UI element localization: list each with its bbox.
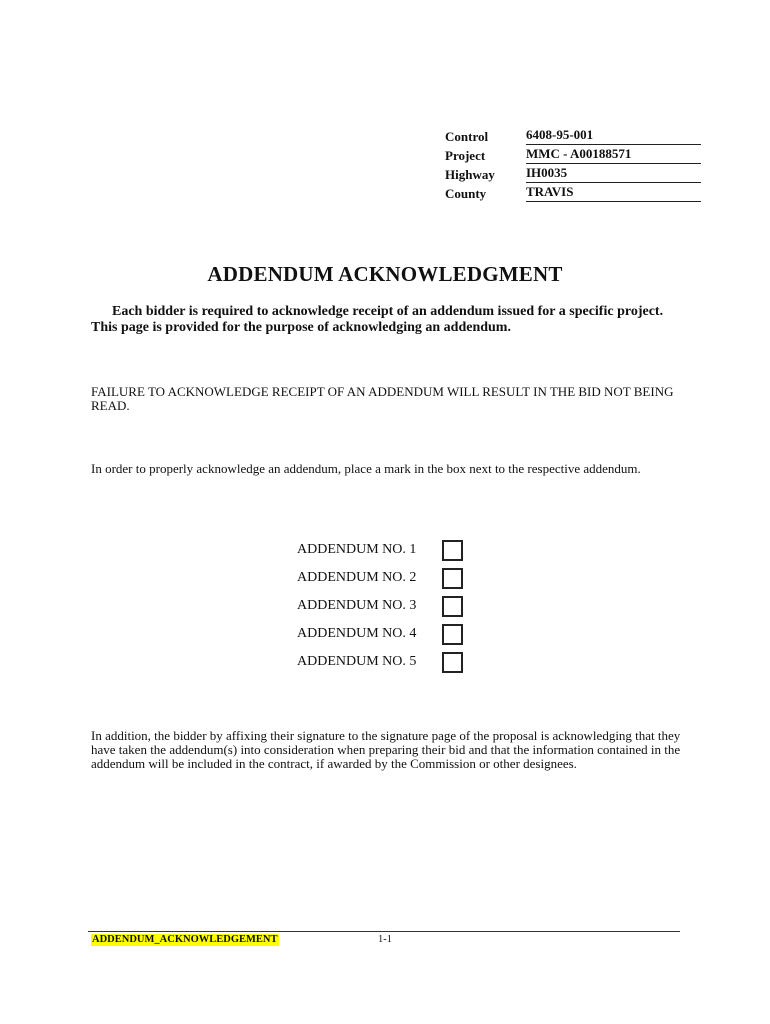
project-value: MMC - A00188571 bbox=[526, 145, 701, 164]
addendum-row-4 bbox=[297, 620, 463, 648]
highway-label: Highway bbox=[445, 167, 495, 182]
highway-value: IH0035 bbox=[526, 164, 701, 183]
footer-page-number: 1-1 bbox=[378, 934, 392, 945]
addendum-checkbox-3[interactable] bbox=[442, 596, 463, 617]
addendum-label-3: ADDENDUM NO. 3 bbox=[297, 598, 417, 613]
addendum-checkbox-4[interactable] bbox=[442, 624, 463, 645]
addendum-checkbox-2[interactable] bbox=[442, 568, 463, 589]
county-value: TRAVIS bbox=[526, 183, 701, 202]
page-title: ADDENDUM ACKNOWLEDGMENT bbox=[207, 262, 563, 286]
addendum-label-4: ADDENDUM NO. 4 bbox=[297, 626, 417, 641]
addendum-row-5 bbox=[297, 648, 463, 676]
info-row-county bbox=[445, 183, 701, 202]
addendum-row-3 bbox=[297, 592, 463, 620]
addendum-checkbox-5[interactable] bbox=[442, 652, 463, 673]
addition-paragraph: In addition, the bidder by affixing their signature to the signature page of the proposal is acknowledging that they have taken the addendum(s) into consideration when preparing their bid and that the information contained in the addendum will be included in the contract, if awarded by the Commission or other designees. bbox=[91, 728, 681, 771]
addendum-checkbox-1[interactable] bbox=[442, 540, 463, 561]
footer-document-name: ADDENDUM_ACKNOWLEDGEMENT bbox=[92, 934, 278, 945]
instruction-text: In order to properly acknowledge an addendum, place a mark in the box next to the respective addendum. bbox=[91, 461, 641, 476]
control-label: Control bbox=[445, 129, 489, 144]
project-label: Project bbox=[445, 148, 486, 163]
control-value: 6408-95-001 bbox=[526, 126, 701, 145]
addendum-label-2: ADDENDUM NO. 2 bbox=[297, 570, 417, 585]
addenda-list bbox=[297, 536, 463, 676]
info-row-control bbox=[445, 126, 701, 145]
info-row-highway bbox=[445, 164, 701, 183]
addendum-label-5: ADDENDUM NO. 5 bbox=[297, 654, 417, 669]
footer-divider bbox=[88, 931, 680, 932]
county-label: County bbox=[445, 186, 487, 201]
addendum-row-2 bbox=[297, 564, 463, 592]
intro-paragraph: Each bidder is required to acknowledge receipt of an addendum issued for a specific project. This page is provided for the purpose of acknowledging an addendum. bbox=[91, 304, 664, 335]
failure-notice: FAILURE TO ACKNOWLEDGE RECEIPT OF AN ADDENDUM WILL RESULT IN THE BID NOT BEING READ. bbox=[91, 384, 674, 413]
info-row-project bbox=[445, 145, 701, 164]
addendum-row-1 bbox=[297, 536, 463, 564]
addendum-label-1: ADDENDUM NO. 1 bbox=[297, 542, 417, 557]
project-info-table bbox=[445, 126, 701, 202]
